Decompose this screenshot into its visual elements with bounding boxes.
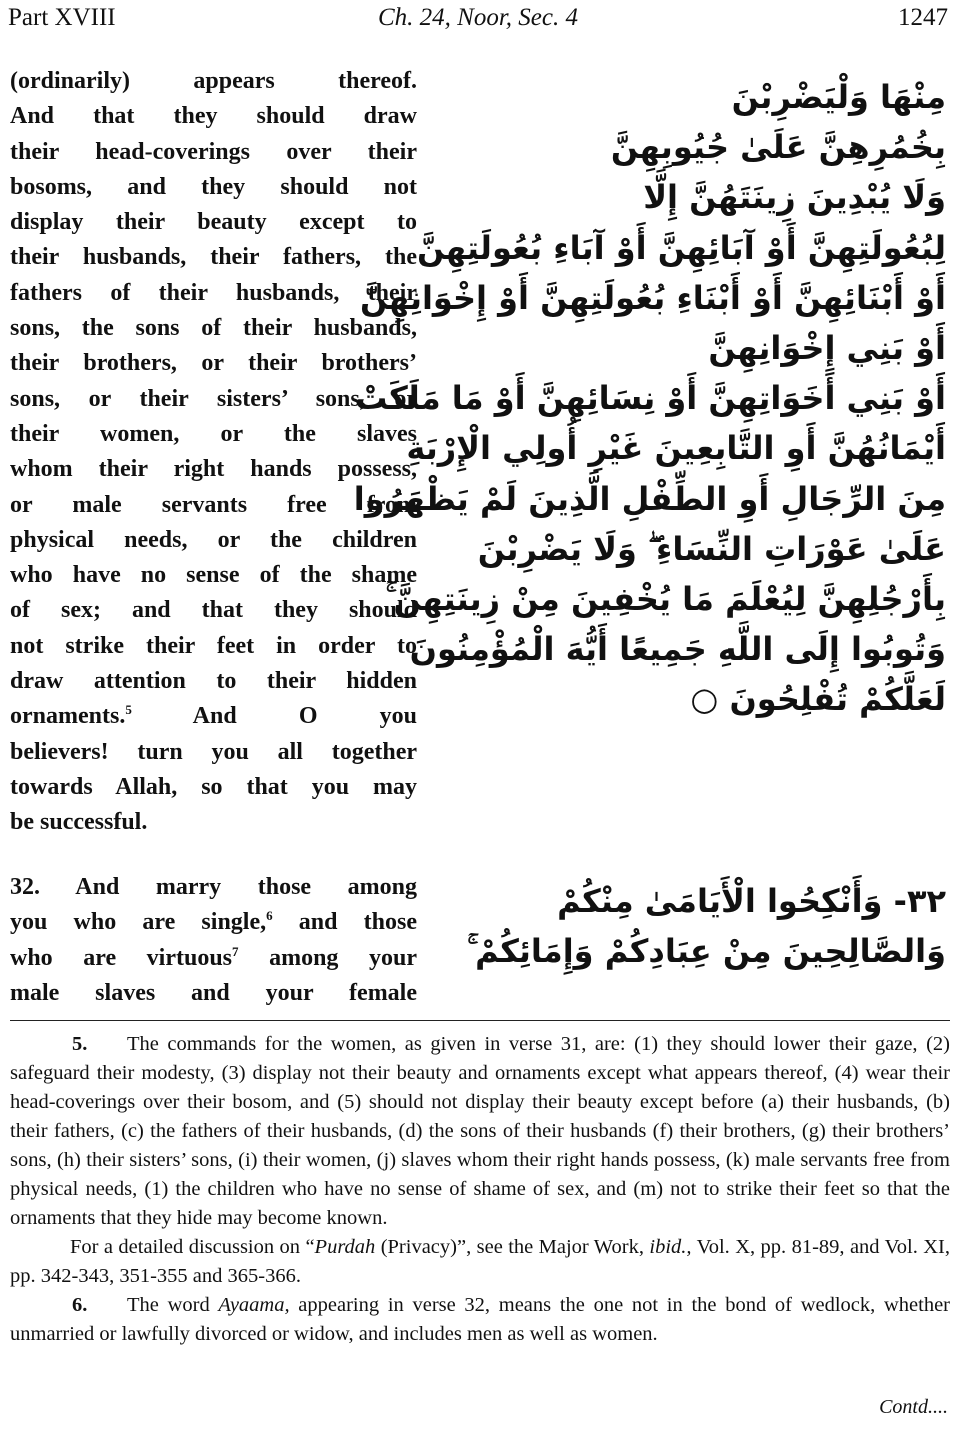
footnote-text: Vol. X, pp. 81-89, and Vol. XI, pp. 342-343, 351-355 and 365-366. [10,1236,950,1287]
text-line: 32. And marry those among [10,874,417,900]
footnote-ref-5[interactable]: 5 [125,702,132,718]
footnote-5 [10,1030,950,1233]
arabic-text-verse-32 [467,876,946,976]
text-line: fathers of their husbands, their [10,279,417,306]
footnote-number: 5. [72,1033,88,1055]
arabic-line: لَعَلَّكُمْ تُفْلِحُونَ ○ [690,680,946,719]
footnote-text: (Privacy)”, see the Major Work, [375,1236,650,1258]
ornaments-word: ornaments. [10,703,126,730]
text-line: (ordinarily) appears thereof. [10,68,417,94]
arabic-line: مِنَ الرِّجَالِ أَوِ الطِّفْلِ الَّذِينَ لَمْ يَظْهَرُوا [353,479,946,518]
text-line: bosoms, and they should not [10,173,417,200]
arabic-line: وَالصَّالِحِينَ مِنْ عِبَادِكُمْ وَإِمَائِكُمْ ۚ [467,932,946,971]
footnotes [10,1030,950,1349]
footnote-text: For a detailed discussion on “ [70,1236,315,1258]
text-line: And that they should draw [10,103,417,130]
footnote-text: The word [127,1294,219,1316]
text-line: sons, the sons of their husbands, [10,315,417,342]
arabic-line: أَيْمَانُهُنَّ أَوِ التَّابِعِينَ غَيْرِ أُولِي الْإِرْبَةِ [406,429,946,468]
footnote-italic: Ayaama, [218,1294,290,1316]
footnote-ref-7[interactable]: 7 [232,943,239,959]
arabic-line: لِبُعُولَتِهِنَّ أَوْ آبَائِهِنَّ أَوْ آبَاءِ بُعُولَتِهِنَّ [416,228,946,267]
text-line: their head-coverings over their [10,138,417,165]
text-line: not strike their feet in order to [10,632,417,659]
text-line: or male servants free from [10,491,417,518]
footnote-divider [10,1020,950,1021]
text-line [10,905,417,940]
arabic-line: بِخُمُرِهِنَّ عَلَىٰ جُيُوبِهِنَّ [610,128,946,167]
text-line: draw attention to their hidden [10,668,417,695]
footnote-ref-6[interactable]: 6 [266,908,273,924]
continued-label: Contd.... [879,1396,948,1418]
footnote-italic: ibid., [649,1236,692,1258]
arabic-line: ٣٢- وَأَنْكِحُوا الْأَيَامَىٰ مِنْكُمْ [557,882,946,920]
arabic-line: وَلَا يُبْدِينَ زِينَتَهُنَّ إِلَّا [643,178,946,217]
arabic-text-verse-31 [353,72,946,724]
arabic-line: أَوْ بَنِي أَخَوَاتِهِنَّ أَوْ نِسَائِهِنَّ أَوْ مَا مَلَكَتْ [355,379,946,418]
text-line: who have no sense of the shame [10,562,417,589]
arabic-line: أَوْ بَنِي إِخْوَانِهِنَّ [708,328,946,367]
english-translation-verse-32 [10,870,417,1011]
footnote-text: appearing in verse 32, means the one not in the bond of wedlock, whether unmarried or lawfully divorced or widow, and includes men as well as women. [10,1294,950,1345]
line-part: who are virtuous [10,944,233,971]
arabic-line: وَتُوبُوا إِلَى اللَّهِ جَمِيعًا أَيُّهَ الْمُؤْمِنُونَ [409,630,946,669]
text-line: their husbands, their fathers, the [10,244,417,271]
text-line: their women, or the slaves [10,420,417,447]
line-rest: And O you [131,703,417,730]
footnote-italic: Purdah [314,1236,376,1258]
text-line: display their beauty except to [10,209,417,236]
text-line: their brothers, or their brothers’ [10,350,417,377]
chapter-title: Ch. 24, Noor, Sec. 4 [378,4,578,31]
text-line: towards Allah, so that you may [10,773,417,800]
line-part: and those [272,909,417,936]
line-part: you who are single, [10,909,267,936]
footnote-6 [10,1291,950,1349]
text-line: believers! turn you all together [10,738,417,765]
arabic-line: أَوْ أَبْنَائِهِنَّ أَوْ أَبْنَاءِ بُعُولَتِهِنَّ أَوْ إِخْوَانِهِنَّ [360,278,946,317]
text-line [10,941,417,976]
footnote-number: 6. [72,1294,88,1316]
line-part: among your [238,944,417,971]
arabic-line: مِنْهَا وَلْيَضْرِبْنَ [731,78,946,116]
text-line: be successful. [10,809,148,836]
arabic-line: عَلَىٰ عَوْرَاتِ النِّسَاءِ ۖ وَلَا يَضْرِبْنَ [477,529,946,568]
text-line: physical needs, or the children [10,526,417,553]
arabic-line: بِأَرْجُلِهِنَّ لِيُعْلَمَ مَا يُخْفِينَ مِنْ زِينَتِهِنَّ ۚ [385,579,946,618]
footnote-text: The commands for the women, as given in verse 31, are: (1) they should lower their gaze, (2) safeguard their modesty, (3) display not their beauty and ornaments except what appears thereof, (4) wear their head-coverings over their bosom, and (5) should not display their beauty except before (a) their husbands, (b) their fathers, (c) the fathers of their husbands, (d) the sons of their husbands (f) their brothers, (g) their brothers’ sons, (h) their sisters’ sons, (i) their women, (j) slaves whom their right hands possess, (k) male servants free from physical needs, (1) the children who have no sense of shame of sex, and (m) not to strike their feet so that the ornaments that they hide may become known. [10,1033,950,1229]
text-line: of sex; and that they should [10,597,417,624]
text-line: sons, or their sisters’ sons, or [10,385,417,412]
footnote-5-continued [10,1233,950,1291]
page-number: 1247 [898,4,948,31]
text-line [10,699,417,734]
part-label: Part XVIII [8,4,116,31]
text-line: whom their right hands possess, [10,456,417,483]
page-header [8,4,948,36]
text-line: male slaves and your female [10,979,417,1006]
english-translation-verse-31 [10,64,417,841]
